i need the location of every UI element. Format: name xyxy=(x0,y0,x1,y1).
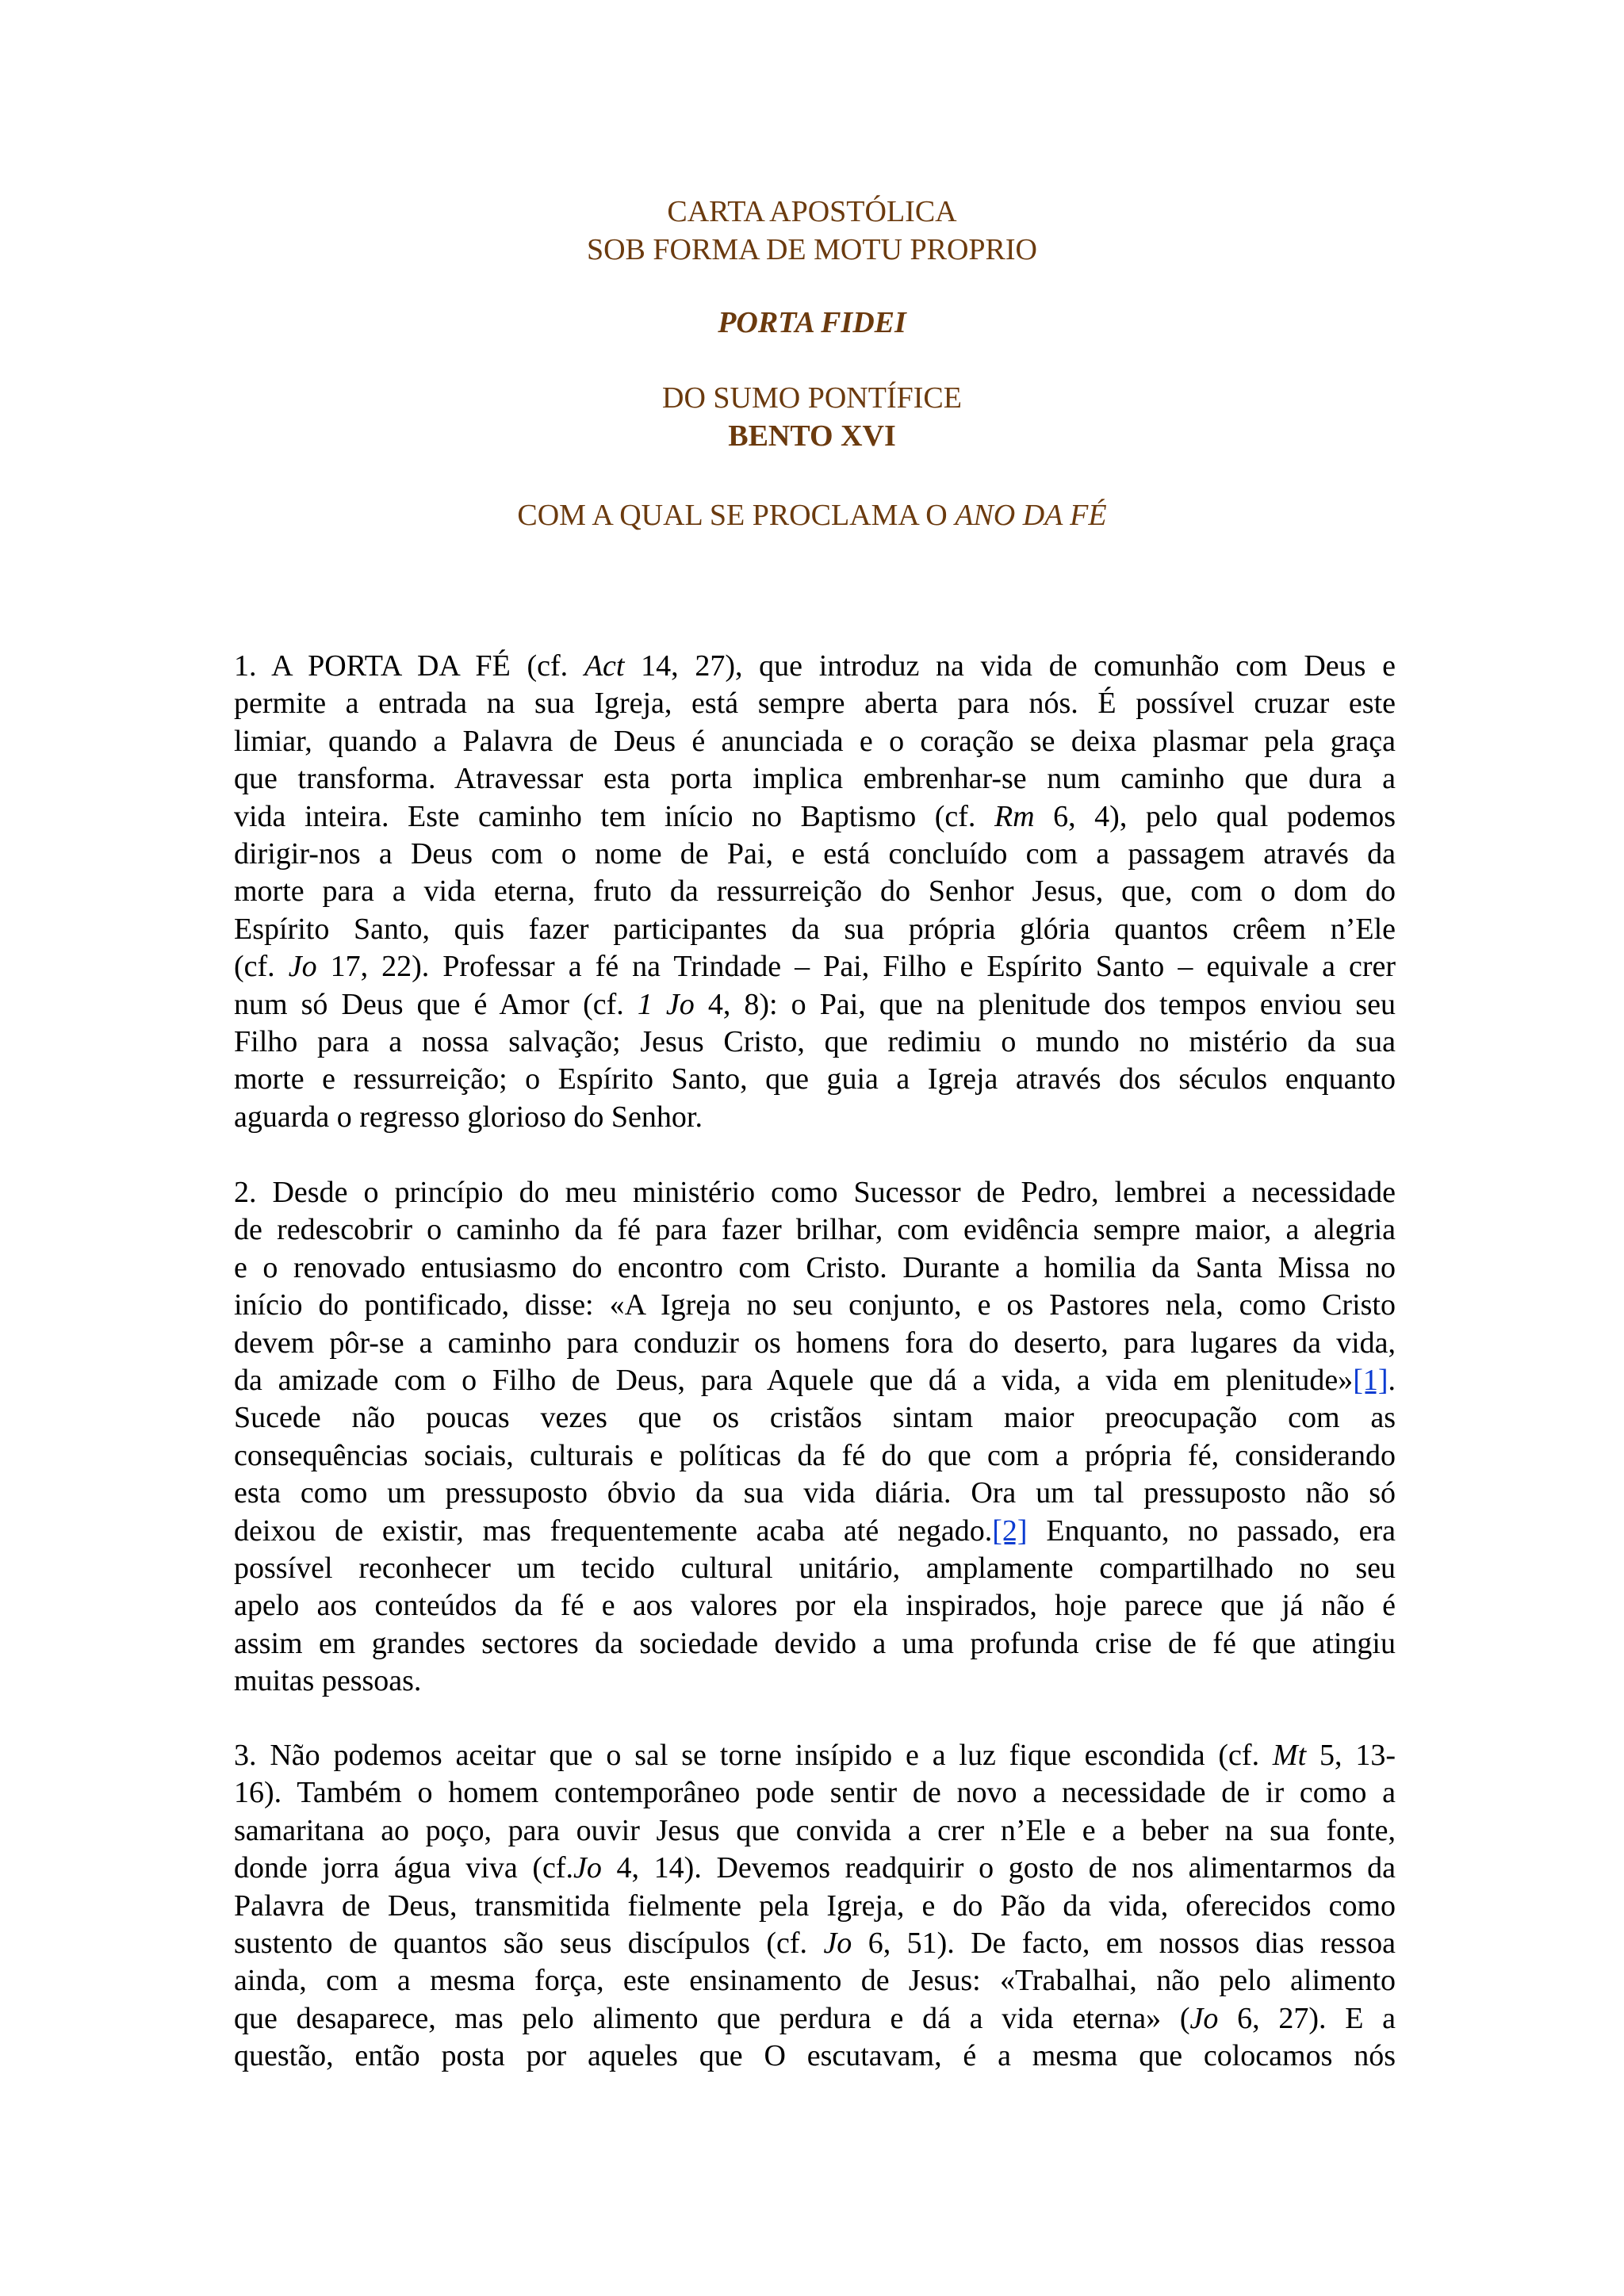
text-line: assim em grandes sectores da sociedade devido a uma profunda crise de fé que atingiu xyxy=(234,1626,1396,1660)
document-header-top xyxy=(0,193,1624,269)
text-line: que desaparece, mas pelo alimento que perdura e dá a vida eterna» (Jo 6, 27). E a xyxy=(234,2001,1396,2035)
text-line: Palavra de Deus, transmitida fielmente pela Igreja, e do Pão da vida, oferecidos como xyxy=(234,1888,1396,1923)
document-subtitle xyxy=(0,496,1624,534)
text-line: 1. A PORTA DA FÉ (cf. Act 14, 27), que introduz na vida de comunhão com Deus e xyxy=(234,649,1396,683)
text-line: apelo aos conteúdos da fé e aos valores por ela inspirados, hoje parece que já não é xyxy=(234,1589,1396,1623)
text-line: deixou de existir, mas frequentemente acaba até negado.[2] Enquanto, no passado, era xyxy=(234,1513,1396,1548)
text-line: ainda, com a mesma força, este ensinamento de Jesus: «Trabalhai, não pelo alimento xyxy=(234,1964,1396,1998)
header-line-pontifice: DO SUMO PONTÍFICE xyxy=(662,381,962,415)
text-line: da amizade com o Filho de Deus, para Aquele que dá a vida, a vida em plenitude»[1]. xyxy=(234,1364,1396,1398)
text-line: donde jorra água viva (cf.Jo 4, 14). Devemos readquirir o gosto de nos alimentarmos da xyxy=(234,1851,1396,1885)
paragraph-2 xyxy=(234,1174,1396,1701)
text-line: samaritana ao poço, para ouvir Jesus que convida a crer n’Ele e a beber na sua fonte, xyxy=(234,1813,1396,1847)
text-line: Filho para a nossa salvação; Jesus Cristo, que redimiu o mundo no mistério da sua xyxy=(234,1025,1396,1059)
document-author-block xyxy=(0,379,1624,455)
document-title: PORTA FIDEI xyxy=(718,306,906,339)
document-subtitle-block xyxy=(0,496,1624,534)
text-line: 16). Também o homem contemporâneo pode sentir de novo a necessidade de ir como a xyxy=(234,1776,1396,1810)
text-line: esta como um pressuposto óbvio da sua vida diária. Ora um tal pressuposto não só xyxy=(234,1476,1396,1510)
footnote-link-1[interactable]: [1] xyxy=(1353,1364,1388,1398)
footnote-link-2[interactable]: [2] xyxy=(992,1513,1028,1548)
text-line: dirigir-nos a Deus com o nome de Pai, e está concluído com a passagem através da xyxy=(234,837,1396,871)
subtitle-emphasis: ANO DA FÉ xyxy=(955,499,1107,532)
document-author: BENTO XVI xyxy=(728,419,896,453)
text-line: Sucede não poucas vezes que os cristãos sintam maior preocupação com as xyxy=(234,1401,1396,1435)
header-line-carta: CARTA APOSTÓLICA xyxy=(667,195,957,228)
text-line: morte para a vida eterna, fruto da ressurreição do Senhor Jesus, que, com o dom do xyxy=(234,874,1396,909)
text-line: questão, então posta por aqueles que O escutavam, é a mesma que colocamos nós xyxy=(234,2039,1396,2073)
text-line: permite a entrada na sua Igreja, está sempre aberta para nós. É possível cruzar este xyxy=(234,687,1396,721)
text-line: muitas pessoas. xyxy=(234,1664,422,1698)
document-title-block xyxy=(0,304,1624,342)
text-line: limiar, quando a Palavra de Deus é anunciada e o coração se deixa plasmar pela graça xyxy=(234,724,1396,758)
text-line: (cf. Jo 17, 22). Professar a fé na Trindade – Pai, Filho e Espírito Santo – equivale a crer xyxy=(234,950,1396,984)
text-line: num só Deus que é Amor (cf. 1 Jo 4, 8): o Pai, que na plenitude dos tempos enviou seu xyxy=(234,987,1396,1021)
subtitle-prefix: COM A QUAL SE PROCLAMA O xyxy=(517,499,956,532)
paragraph-3 xyxy=(234,1737,1396,2076)
text-line: devem pôr-se a caminho para conduzir os homens fora do deserto, para lugares da vida, xyxy=(234,1326,1396,1360)
text-line: 3. Não podemos aceitar que o sal se torne insípido e a luz fique escondida (cf. Mt 5, 13- xyxy=(234,1739,1396,1772)
text-line: consequências sociais, culturais e políticas da fé do que com a própria fé, considerando xyxy=(234,1438,1396,1472)
text-line: de redescobrir o caminho da fé para fazer brilhar, com evidência sempre maior, a alegria xyxy=(234,1213,1396,1247)
text-line: que transforma. Atravessar esta porta implica embrenhar-se num caminho que dura a xyxy=(234,762,1396,796)
text-line: início do pontificado, disse: «A Igreja no seu conjunto, e os Pastores nela, como Cristo xyxy=(234,1288,1396,1322)
text-line: vida inteira. Este caminho tem início no Baptismo (cf. Rm 6, 4), pelo qual podemos xyxy=(234,799,1396,833)
text-line: e o renovado entusiasmo do encontro com Cristo. Durante a homilia da Santa Missa no xyxy=(234,1250,1396,1284)
text-line: possível reconhecer um tecido cultural unitário, amplamente compartilhado no seu xyxy=(234,1552,1396,1586)
text-line: morte e ressurreição; o Espírito Santo, que guia a Igreja através dos séculos enquanto xyxy=(234,1062,1396,1096)
text-line: aguarda o regresso glorioso do Senhor. xyxy=(234,1100,703,1134)
text-line: 2. Desde o princípio do meu ministério como Sucessor de Pedro, lembrei a necessidade xyxy=(234,1176,1396,1209)
paragraph-1 xyxy=(234,648,1396,1136)
text-line: Espírito Santo, quis fazer participantes da sua própria glória quantos crêem n’Ele xyxy=(234,912,1396,946)
header-line-motu-proprio: SOB FORMA DE MOTU PROPRIO xyxy=(586,233,1037,266)
text-line: sustento de quantos são seus discípulos (cf. Jo 6, 51). De facto, em nossos dias ressoa xyxy=(234,1927,1396,1961)
